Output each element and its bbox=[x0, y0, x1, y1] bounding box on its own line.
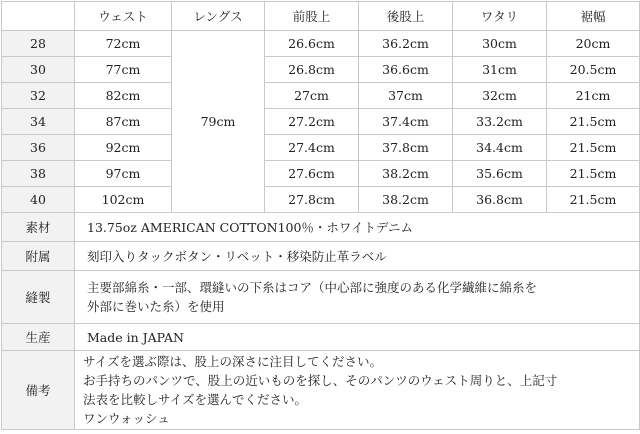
spec-row-origin bbox=[2, 324, 640, 351]
thigh-value: 30cm bbox=[453, 31, 547, 57]
back-rise-value: 38.2cm bbox=[359, 187, 453, 213]
spec-label-notes: 備考 bbox=[2, 351, 75, 430]
spec-value-accessories: 刻印入りタックボタン・リベット・移染防止革ラベル bbox=[75, 242, 640, 271]
header-waist: ウェスト bbox=[75, 2, 172, 31]
back-rise-value: 37.4cm bbox=[359, 109, 453, 135]
front-rise-value: 27.2cm bbox=[265, 109, 359, 135]
hem-value: 21cm bbox=[547, 83, 640, 109]
spec-value-origin: Made in JAPAN bbox=[75, 324, 640, 351]
table-row bbox=[2, 109, 640, 135]
spec-row-accessories bbox=[2, 242, 640, 271]
size-label: 34 bbox=[2, 109, 75, 135]
table-row bbox=[2, 31, 640, 57]
thigh-value: 36.8cm bbox=[453, 187, 547, 213]
header-inseam: レングス bbox=[172, 2, 265, 31]
spec-label-material: 素材 bbox=[2, 213, 75, 242]
spec-value-material: 13.75oz AMERICAN COTTON100％・ホワイトデニム bbox=[75, 213, 640, 242]
thigh-value: 34.4cm bbox=[453, 135, 547, 161]
table-row bbox=[2, 83, 640, 109]
back-rise-value: 36.6cm bbox=[359, 57, 453, 83]
size-label: 32 bbox=[2, 83, 75, 109]
hem-value: 21.5cm bbox=[547, 109, 640, 135]
waist-value: 82cm bbox=[75, 83, 172, 109]
back-rise-value: 38.2cm bbox=[359, 161, 453, 187]
waist-value: 77cm bbox=[75, 57, 172, 83]
size-label: 36 bbox=[2, 135, 75, 161]
thigh-value: 35.6cm bbox=[453, 161, 547, 187]
header-hem: 裾幅 bbox=[547, 2, 640, 31]
size-label: 38 bbox=[2, 161, 75, 187]
waist-value: 87cm bbox=[75, 109, 172, 135]
spec-value-sewing bbox=[75, 271, 640, 324]
spec-value-notes bbox=[75, 351, 640, 430]
size-label: 40 bbox=[2, 187, 75, 213]
waist-value: 97cm bbox=[75, 161, 172, 187]
spec-notes-line: 法表を比較しサイズを選んでください。 bbox=[83, 392, 308, 407]
spec-label-origin: 生産 bbox=[2, 324, 75, 351]
size-chart-header-row bbox=[2, 2, 640, 31]
waist-value: 72cm bbox=[75, 31, 172, 57]
spec-notes-line: ワンウォッシュ bbox=[83, 411, 170, 426]
spec-row-notes bbox=[2, 351, 640, 430]
spec-label-accessories: 附属 bbox=[2, 242, 75, 271]
header-thigh: ワタリ bbox=[453, 2, 547, 31]
table-row bbox=[2, 57, 640, 83]
header-corner-cell bbox=[2, 2, 75, 31]
spec-sewing-line: 主要部綿糸・一部、環縫いの下糸はコア（中心部に強度のある化学繊維に綿糸を bbox=[87, 280, 538, 295]
front-rise-value: 26.6cm bbox=[265, 31, 359, 57]
front-rise-value: 27.8cm bbox=[265, 187, 359, 213]
waist-value: 92cm bbox=[75, 135, 172, 161]
back-rise-value: 37.8cm bbox=[359, 135, 453, 161]
header-back-rise: 後股上 bbox=[359, 2, 453, 31]
front-rise-value: 26.8cm bbox=[265, 57, 359, 83]
front-rise-value: 27cm bbox=[265, 83, 359, 109]
spec-row-material bbox=[2, 213, 640, 242]
hem-value: 20cm bbox=[547, 31, 640, 57]
waist-value: 102cm bbox=[75, 187, 172, 213]
spec-notes-line: サイズを選ぶ際は、股上の深さに注目してください。 bbox=[83, 354, 383, 369]
table-row bbox=[2, 161, 640, 187]
hem-value: 21.5cm bbox=[547, 161, 640, 187]
spec-notes-line: お手持ちのパンツで、股上の近いものを探し、そのパンツのウェスト周りと、上記寸 bbox=[83, 373, 558, 388]
spec-label-sewing: 縫製 bbox=[2, 271, 75, 324]
table-row bbox=[2, 135, 640, 161]
front-rise-value: 27.6cm bbox=[265, 161, 359, 187]
size-label: 30 bbox=[2, 57, 75, 83]
thigh-value: 33.2cm bbox=[453, 109, 547, 135]
back-rise-value: 36.2cm bbox=[359, 31, 453, 57]
back-rise-value: 37cm bbox=[359, 83, 453, 109]
table-row bbox=[2, 187, 640, 213]
size-chart-table bbox=[1, 1, 640, 430]
spec-row-sewing bbox=[2, 271, 640, 324]
thigh-value: 31cm bbox=[453, 57, 547, 83]
size-label: 28 bbox=[2, 31, 75, 57]
header-front-rise: 前股上 bbox=[265, 2, 359, 31]
hem-value: 21.5cm bbox=[547, 135, 640, 161]
thigh-value: 32cm bbox=[453, 83, 547, 109]
inseam-value: 79cm bbox=[172, 31, 265, 213]
hem-value: 21.5cm bbox=[547, 187, 640, 213]
front-rise-value: 27.4cm bbox=[265, 135, 359, 161]
hem-value: 20.5cm bbox=[547, 57, 640, 83]
spec-sewing-line: 外部に巻いた糸）を使用 bbox=[87, 299, 225, 314]
